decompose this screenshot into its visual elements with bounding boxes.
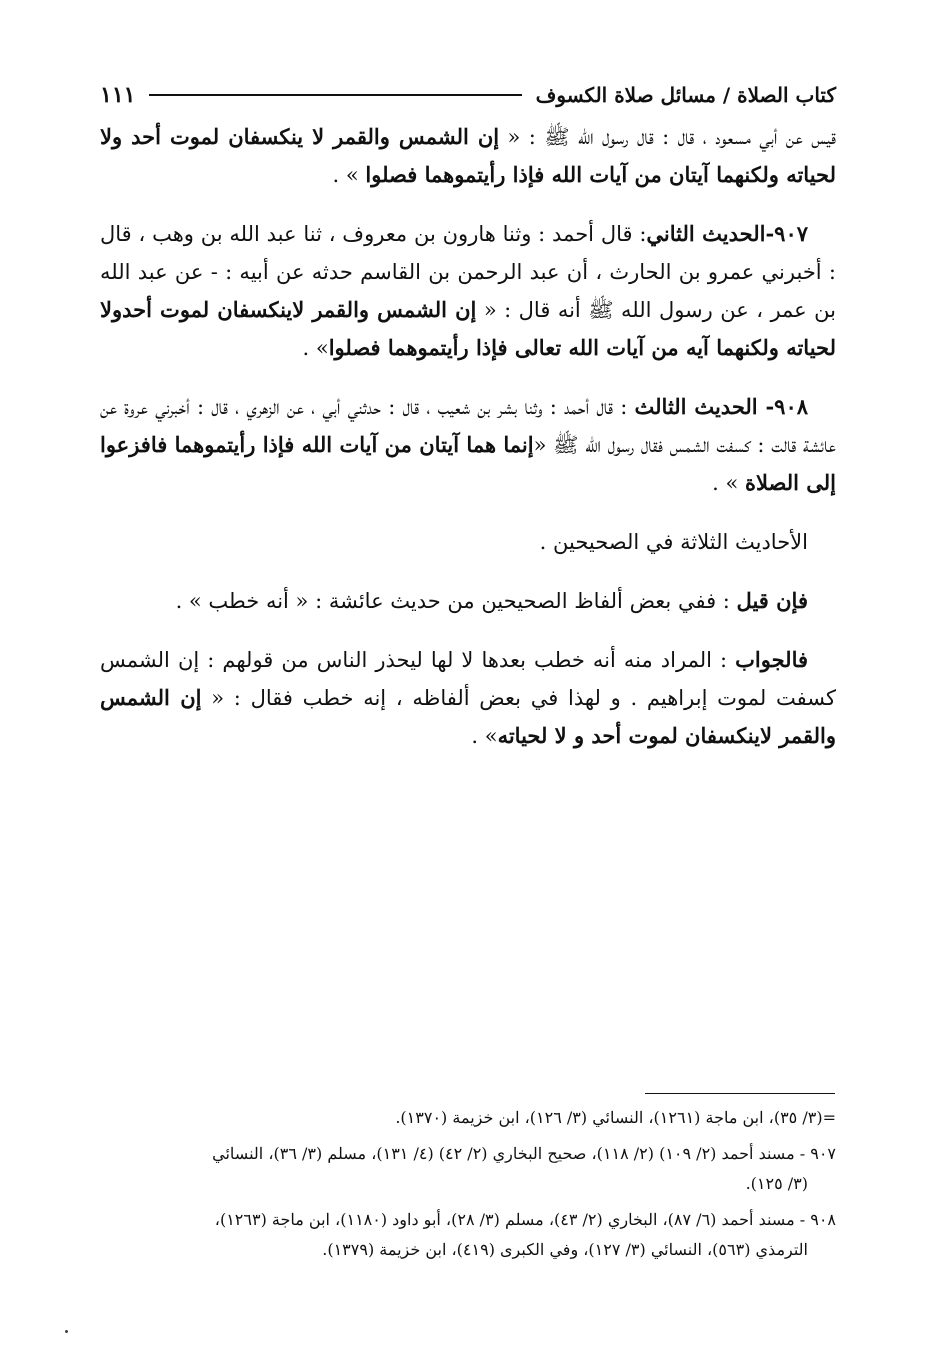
footnote-line: ٩٠٧ - مسند أحمد (٢/ ١٠٩) (٢/ ١١٨)، صحيح البخاري (٢/ ٤٢) (٤/ ١٣١)، مسلم (٣/ ٣٦)، النسائي bbox=[212, 1144, 836, 1163]
header-rule bbox=[149, 94, 521, 96]
text-segment: : قال أحمد : وثنا بشر بن شعيب ، قال : حدثني أبي ، عن الزهري ، قال : أخبرني عروة عن عائشة قالت : كسفت الشمس فقال رسول الله ﷺ « bbox=[100, 395, 836, 457]
paragraph-answer bbox=[100, 641, 836, 755]
main-text bbox=[100, 118, 836, 776]
scan-speck bbox=[65, 1330, 68, 1333]
footnotes bbox=[100, 1103, 836, 1271]
paragraph-objection bbox=[100, 582, 836, 620]
paragraph-summary bbox=[100, 523, 836, 561]
text-segment: قيس عن أبي مسعود ، قال : قال رسول الله ﷺ : « bbox=[499, 125, 837, 149]
paragraph-hadith-908 bbox=[100, 388, 836, 502]
page-number: ١١١ bbox=[100, 82, 136, 108]
paragraph-hadith-907 bbox=[100, 215, 836, 367]
hadith-heading: ٩٠٧-الحديث الثاني bbox=[646, 221, 809, 246]
footnote-907 bbox=[100, 1139, 836, 1199]
footnote-908 bbox=[100, 1205, 836, 1265]
footnote-line-continuation: الترمذي (٥٦٣)، النسائي (٣/ ١٢٧)، وفي الكبرى (٤١٩)، ابن خزيمة (١٣٧٩). bbox=[322, 1240, 808, 1259]
text-segment: الأحاديث الثلاثة في الصحيحين . bbox=[539, 530, 808, 554]
footnote-line-continuation: (٣/ ١٢٥). bbox=[745, 1174, 808, 1193]
hadith-quote: إن الشمس والقمر لاينكسفان لموت أحد و لا لحياته bbox=[100, 685, 836, 748]
page-header bbox=[100, 78, 836, 112]
text-segment: : قال أحمد : وثنا هارون بن معروف ، ثنا عبد الله بن وهب ، قال : أخبرني عمرو بن الحارث ، أن عبد الرحمن بن القاسم حدثه عن أبيه : - عن عبد الله بن عمر ، عن رسول الله ﷺ أنه قال : « bbox=[100, 222, 836, 322]
hadith-quote: إن الشمس والقمر لا ينكسفان لموت أحد ولا لحياته ولكنهما آيتان من آيات الله فإذا رأيتموهما فصلوا bbox=[100, 124, 836, 187]
paragraph-continuation bbox=[100, 118, 836, 194]
footnote-separator bbox=[645, 1093, 835, 1094]
objection-heading: فإن قيل bbox=[736, 588, 808, 613]
text-segment: » . bbox=[302, 336, 329, 360]
text-segment: » . bbox=[712, 471, 745, 495]
answer-heading: فالجواب bbox=[735, 647, 808, 672]
hadith-quote: إنما هما آيتان من آيات الله فإذا رأيتموهما فافزعوا إلى الصلاة bbox=[100, 432, 836, 495]
hadith-quote: إن الشمس والقمر لاينكسفان لموت أحدولا لحياته ولكنهما آيه من آيات الله تعالى فإذا رأيتموهما فصلوا bbox=[100, 297, 836, 360]
hadith-heading: ٩٠٨- الحديث الثالث bbox=[634, 394, 809, 419]
text-segment: » . bbox=[332, 163, 366, 187]
text-segment: : المراد منه أنه خطب بعدها لا لها ليحذر الناس من قولهم : إن الشمس كسفت لموت إبراهيم . و لهذا في بعض ألفاظه ، إنه خطب فقال : « bbox=[100, 648, 836, 710]
text-segment: » . bbox=[471, 724, 498, 748]
footnote-continued bbox=[100, 1103, 836, 1133]
footnote-line: =(٣/ ٣٥)، ابن ماجة (١٢٦١)، النسائي (٣/ ١٢٦)، ابن خزيمة (١٣٧٠). bbox=[395, 1108, 836, 1127]
footnote-line: ٩٠٨ - مسند أحمد (٦/ ٨٧)، البخاري (٢/ ٤٣)، مسلم (٣/ ٢٨)، أبو داود (١١٨٠)، ابن ماجة (١٢٦٣)، bbox=[214, 1210, 836, 1229]
text-segment: : ففي بعض ألفاظ الصحيحين من حديث عائشة : « أنه خطب » . bbox=[175, 589, 737, 613]
running-title: كتاب الصلاة / مسائل صلاة الكسوف bbox=[535, 83, 836, 107]
